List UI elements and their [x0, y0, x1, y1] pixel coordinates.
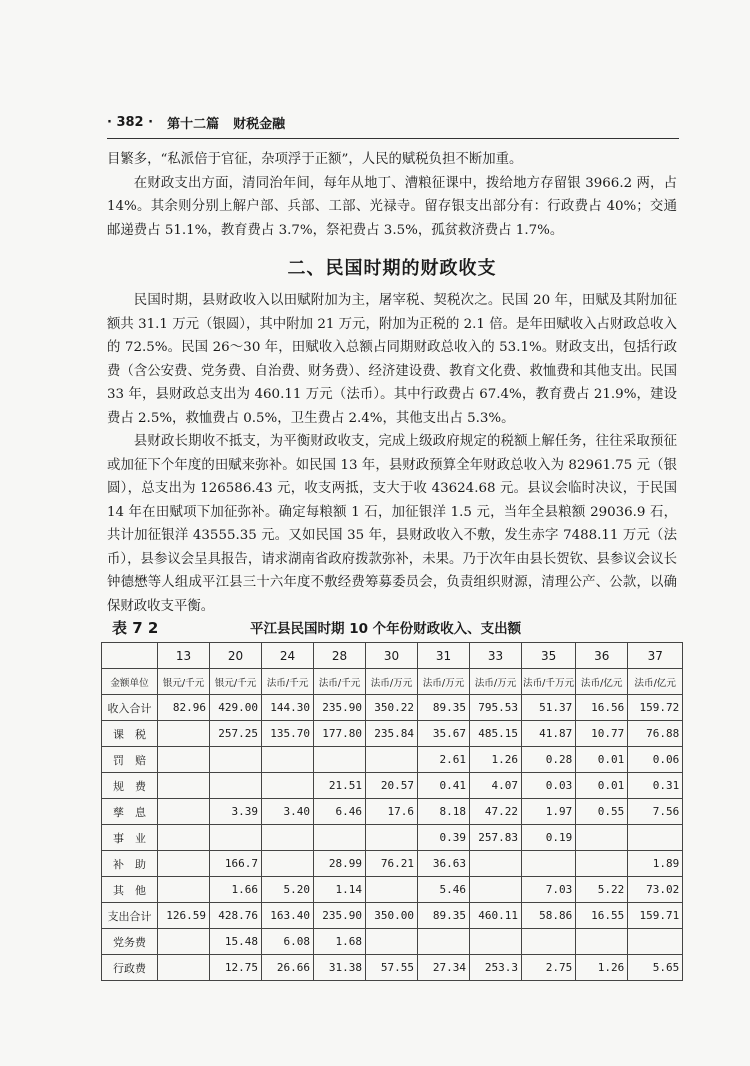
value-cell: 6.08: [262, 929, 314, 955]
value-cell: [262, 747, 314, 773]
value-cell: [158, 851, 210, 877]
value-cell: 7.56: [628, 799, 683, 825]
value-cell: 257.25: [210, 721, 262, 747]
value-cell: [158, 721, 210, 747]
value-cell: 89.35: [418, 695, 470, 721]
value-cell: 0.41: [418, 773, 470, 799]
year-header: 28: [314, 643, 366, 669]
page-header: [107, 113, 677, 132]
paragraph: 县财政长期收不抵支，为平衡财政收支，完成上级政府规定的税额上解任务，往往采取预征或加征下个年度的田赋来弥补。如民国 13 年，县财政预算全年财政总收入为 82961.75 元（银圆），总支出为 126586.43 元，收支两抵，支大于收 43624.68 元。县议会临时决议，于民国 14 年在田赋项下加征弥补。确定每粮额 1 石，加征银洋 1.5 元，当年全县粮额 29036.9 石，共计加征银洋 43555.35 元。又如民国 35 年，县财政收入不敷，发生赤字 7488.11 万元（法币），县参议会呈具报告，请求湖南省政府拨款弥补，未果。乃于次年由县长贺钦、县参议会议长钟德懋等人组成平江县三十六年度不敷经费筹募委员会，负责组织财源，清理公产、公款，以确保财政收支平衡。: [107, 434, 677, 614]
value-cell: 460.11: [470, 903, 522, 929]
value-cell: 428.76: [210, 903, 262, 929]
header-rule: [107, 138, 679, 139]
value-cell: 0.31: [628, 773, 683, 799]
table-row: [102, 799, 683, 825]
value-cell: 1.26: [576, 955, 628, 981]
table-row: [102, 721, 683, 747]
value-cell: 795.53: [470, 695, 522, 721]
value-cell: [158, 825, 210, 851]
table-row: [102, 825, 683, 851]
value-cell: [210, 747, 262, 773]
year-header: 33: [470, 643, 522, 669]
value-cell: 27.34: [418, 955, 470, 981]
value-cell: [576, 851, 628, 877]
value-cell: [158, 955, 210, 981]
value-cell: 10.77: [576, 721, 628, 747]
value-cell: 257.83: [470, 825, 522, 851]
year-header: 31: [418, 643, 470, 669]
value-cell: 3.40: [262, 799, 314, 825]
value-cell: 28.99: [314, 851, 366, 877]
value-cell: 5.22: [576, 877, 628, 903]
corner-cell: [102, 643, 158, 669]
table-row: [102, 929, 683, 955]
value-cell: 126.59: [158, 903, 210, 929]
year-header: 37: [628, 643, 683, 669]
value-cell: 16.56: [576, 695, 628, 721]
paragraph: 目繁多，“私派倍于官征，杂项浮于正额”，人民的赋税负担不断加重。: [107, 152, 523, 167]
value-cell: 57.55: [366, 955, 418, 981]
value-cell: 350.00: [366, 903, 418, 929]
table-row: [102, 695, 683, 721]
value-cell: [522, 851, 576, 877]
value-cell: 76.21: [366, 851, 418, 877]
value-cell: 0.28: [522, 747, 576, 773]
value-cell: 166.7: [210, 851, 262, 877]
row-label: 课 税: [102, 721, 158, 747]
table-row: [102, 877, 683, 903]
value-cell: 0.39: [418, 825, 470, 851]
value-cell: 235.84: [366, 721, 418, 747]
value-cell: 26.66: [262, 955, 314, 981]
row-label: 孳 息: [102, 799, 158, 825]
chapter-title: 财税金融: [233, 117, 286, 132]
value-cell: 89.35: [418, 903, 470, 929]
value-cell: 0.19: [522, 825, 576, 851]
year-header: 30: [366, 643, 418, 669]
value-cell: 0.55: [576, 799, 628, 825]
value-cell: 0.06: [628, 747, 683, 773]
row-label: 罚 赔: [102, 747, 158, 773]
value-cell: 5.20: [262, 877, 314, 903]
value-cell: 5.46: [418, 877, 470, 903]
value-cell: 135.70: [262, 721, 314, 747]
year-header: 35: [522, 643, 576, 669]
value-cell: 1.26: [470, 747, 522, 773]
value-cell: 350.22: [366, 695, 418, 721]
value-cell: 76.88: [628, 721, 683, 747]
value-cell: 0.03: [522, 773, 576, 799]
unit-row: [102, 669, 683, 695]
value-cell: 1.89: [628, 851, 683, 877]
value-cell: 485.15: [470, 721, 522, 747]
value-cell: 7.03: [522, 877, 576, 903]
row-label: 党务费: [102, 929, 158, 955]
value-cell: [470, 929, 522, 955]
value-cell: 4.07: [470, 773, 522, 799]
value-cell: 2.61: [418, 747, 470, 773]
unit-cell: 银元/千元: [210, 669, 262, 695]
row-label: 其 他: [102, 877, 158, 903]
value-cell: 82.96: [158, 695, 210, 721]
value-cell: [628, 929, 683, 955]
value-cell: [158, 799, 210, 825]
value-cell: [366, 825, 418, 851]
unit-cell: 法币/千元: [314, 669, 366, 695]
value-cell: [576, 825, 628, 851]
value-cell: [262, 851, 314, 877]
value-cell: 3.39: [210, 799, 262, 825]
value-cell: 36.63: [418, 851, 470, 877]
value-cell: [262, 825, 314, 851]
year-header: 24: [262, 643, 314, 669]
row-label: 补 助: [102, 851, 158, 877]
section-title: 二、民国时期的财政收支: [287, 258, 497, 279]
unit-cell: 法币/亿元: [628, 669, 683, 695]
value-cell: 0.01: [576, 773, 628, 799]
value-cell: [366, 929, 418, 955]
value-cell: 235.90: [314, 695, 366, 721]
year-header: 36: [576, 643, 628, 669]
value-cell: 1.68: [314, 929, 366, 955]
value-cell: 159.72: [628, 695, 683, 721]
value-cell: 47.22: [470, 799, 522, 825]
value-cell: 1.97: [522, 799, 576, 825]
value-cell: 17.6: [366, 799, 418, 825]
value-cell: 2.75: [522, 955, 576, 981]
value-cell: 21.51: [314, 773, 366, 799]
value-cell: 41.87: [522, 721, 576, 747]
value-cell: 15.48: [210, 929, 262, 955]
part-label: 第十二篇: [167, 117, 220, 132]
intro-text: [107, 148, 677, 242]
value-cell: [418, 929, 470, 955]
table-row: [102, 747, 683, 773]
value-cell: 1.66: [210, 877, 262, 903]
unit-cell: 法币/万元: [470, 669, 522, 695]
value-cell: 6.46: [314, 799, 366, 825]
table-row: [102, 955, 683, 981]
value-cell: [470, 851, 522, 877]
table-row: [102, 851, 683, 877]
value-cell: 159.71: [628, 903, 683, 929]
value-cell: 0.01: [576, 747, 628, 773]
value-cell: [314, 825, 366, 851]
row-label: 支出合计: [102, 903, 158, 929]
year-header: 13: [158, 643, 210, 669]
value-cell: [366, 747, 418, 773]
value-cell: [366, 877, 418, 903]
row-label: 收入合计: [102, 695, 158, 721]
value-cell: 16.55: [576, 903, 628, 929]
value-cell: [262, 773, 314, 799]
year-header-row: [102, 643, 683, 669]
value-cell: 31.38: [314, 955, 366, 981]
table-row: [102, 903, 683, 929]
value-cell: 163.40: [262, 903, 314, 929]
value-cell: [314, 747, 366, 773]
unit-row-label: 金额单位: [102, 669, 158, 695]
paragraph: 民国时期，县财政收入以田赋附加为主，屠宰税、契税次之。民国 20 年，田赋及其附加征额共 31.1 万元（银圆），其中附加 21 万元，附加为正税的 2.1 倍。是年田赋收入占财政总收入的 72.5%。民国 26～30 年，田赋收入总额占同期财政总收入的 53.1%。财政支出，包括行政费（含公安费、党务费、自治费、财务费）、经济建设费、教育文化费、救恤费和其他支出。民国 33 年，县财政总支出为 460.11 万元（法币）。其中行政费占 67.4%，教育费占 21.9%，建设费占 2.5%，救恤费占 0.5%，卫生费占 2.4%，其他支出占 5.3%。: [107, 293, 677, 426]
section-text: [107, 289, 677, 618]
finance-table: [101, 642, 683, 981]
value-cell: [158, 747, 210, 773]
row-label: 行政费: [102, 955, 158, 981]
value-cell: 12.75: [210, 955, 262, 981]
unit-cell: 法币/千万元: [522, 669, 576, 695]
unit-cell: 法币/万元: [418, 669, 470, 695]
page-number: · 382 ·: [107, 115, 154, 130]
value-cell: [158, 773, 210, 799]
unit-cell: 法币/万元: [366, 669, 418, 695]
value-cell: [522, 929, 576, 955]
value-cell: 144.30: [262, 695, 314, 721]
value-cell: 177.80: [314, 721, 366, 747]
value-cell: 20.57: [366, 773, 418, 799]
value-cell: 8.18: [418, 799, 470, 825]
value-cell: 1.14: [314, 877, 366, 903]
value-cell: 35.67: [418, 721, 470, 747]
value-cell: 253.3: [470, 955, 522, 981]
row-label: 规 费: [102, 773, 158, 799]
value-cell: 235.90: [314, 903, 366, 929]
value-cell: 58.86: [522, 903, 576, 929]
value-cell: 5.65: [628, 955, 683, 981]
table-row: [102, 773, 683, 799]
table-number: 表 7 2: [112, 619, 159, 637]
value-cell: [158, 877, 210, 903]
value-cell: 73.02: [628, 877, 683, 903]
year-header: 20: [210, 643, 262, 669]
value-cell: [210, 773, 262, 799]
paragraph: 在财政支出方面，清同治年间，每年从地丁、漕粮征课中，拨给地方存留银 3966.2 两，占 14%。其余则分别上解户部、兵部、工部、光禄寺。留存银支出部分有：行政费占 40%；交通邮递费占 51.1%，教育费占 3.7%，祭祀费占 3.5%，孤贫救济费占 1.7%。: [107, 175, 677, 238]
value-cell: [210, 825, 262, 851]
value-cell: 51.37: [522, 695, 576, 721]
value-cell: [628, 825, 683, 851]
value-cell: [470, 877, 522, 903]
value-cell: 429.00: [210, 695, 262, 721]
row-label: 事 业: [102, 825, 158, 851]
unit-cell: 法币/千元: [262, 669, 314, 695]
value-cell: [158, 929, 210, 955]
table-caption: 平江县民国时期 10 个年份财政收入、支出额: [250, 621, 522, 637]
unit-cell: 银元/千元: [158, 669, 210, 695]
unit-cell: 法币/亿元: [576, 669, 628, 695]
value-cell: [576, 929, 628, 955]
